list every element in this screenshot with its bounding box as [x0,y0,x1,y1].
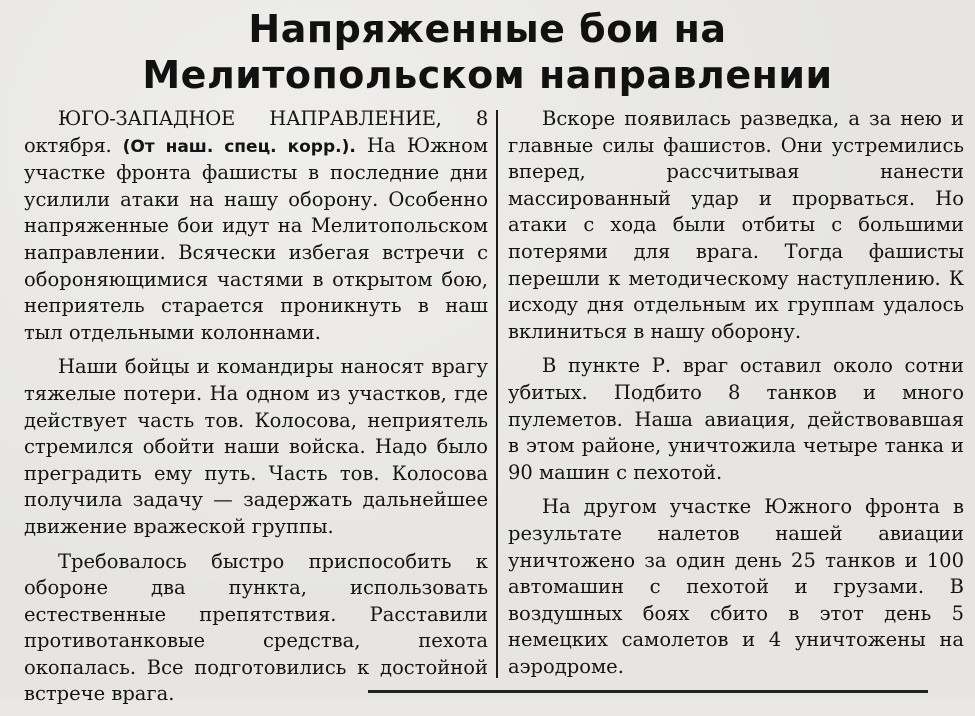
paragraph-6: На другом участке Южного фронта в результате налетов нашей авиации уничтожено за один день 25 танков и 100 автомашин с пехотой и грузами. В воздушных боях сбито в этот день 5 немецких самолетов и 4 уничтожены на аэродроме. [508,495,964,678]
paragraph-5: В пункте Р. враг оставил около сотни убитых. Подбито 8 танков и много пулеметов. Наша авиация, действовавшая в этом районе, уничтожила четыре танка и 90 машин с пехотой. [508,354,964,484]
paragraph-4: Вскоре появилась разведка, а за нею и главные силы фашистов. Они устремились вперед, рассчитывая нанести массированный удар и прорваться. Но атаки с хода были отбиты с большими потерями для врага. Тогда фашисты перешли к методическому наступлению. К исходу дня отдельным их группам удалось вклиниться в нашу оборону. [508,107,964,343]
paragraph-2: Наши бойцы и командиры наносят врагу тяжелые потери. На одном из участков, где действует часть тов. Колосова, неприятель стремился обойти наши войска. Надо было преградить ему путь. Часть тов. Колосова получила задачу — задержать дальнейшее движение вражеской группы. [24,355,488,538]
headline-line-1: Напряженные бои на [248,7,727,51]
paragraph-3: Требовалось быстро приспособить к обороне два пункта, использовать естественные препятствия. Расставили противотанковые средства, пехота окопалась. Все подготовились к достойной встрече врага. [24,549,488,706]
paragraph-1 [24,106,488,346]
bottom-rule [368,690,928,693]
article-column-left [24,106,488,716]
article-column-right [508,106,964,688]
headline-line-2: Мелитопольском направлении [142,53,833,97]
paragraph-1-text: На Южном участке фронта фашисты в последние дни усилили атаки на нашу оборону. Особенно напряженные бои идут на Мелитопольском направлении. Всячески избегая встречи с обороняющимися частями в открытом бою, неприятель старается проникнуть в наш тыл отдельными колоннами. [24,133,488,344]
column-divider [496,110,498,678]
correspondent-credit: (От наш. спец. корр.). [122,136,356,157]
dateline: ЮГО-ЗАПАДНОЕ НАПРАВЛЕНИЕ, 8 октября. [24,107,488,157]
